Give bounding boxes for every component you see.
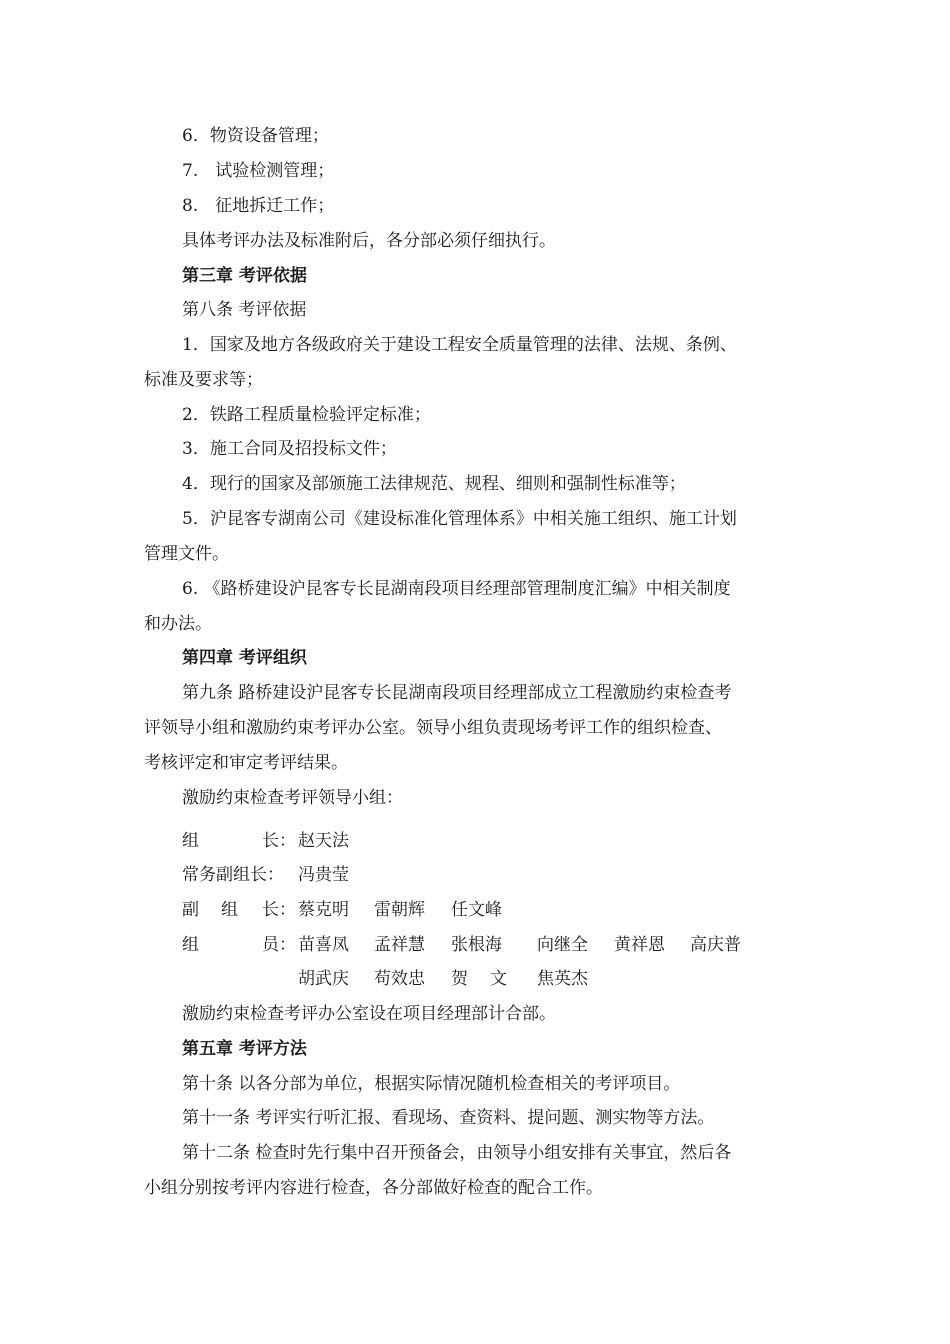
exec-label: 常务副组长： [182,865,284,885]
exec-name: 冯贵莹 [298,865,349,885]
basis-item-5: 5．沪昆客专湖南公司《建设标准化管理体系》中相关施工组织、施工计划 [182,509,737,529]
paragraph-detail: 具体考评办法及标准附后，各分部必须仔细执行。 [182,231,556,251]
basis-item-4: 4．现行的国家及部颁施工法律规范、规程、细则和强制性标准等； [182,474,686,494]
leader-label-a: 组 [182,831,199,851]
member-name: 张根海 [451,935,502,955]
member-name: 高庆普 [690,935,741,955]
article-10: 第十条 以各分部为单位，根据实际情况随机检查相关的考评项目。 [182,1074,681,1094]
leader-label-b: 长： [262,831,296,851]
basis-item-1-cont: 标准及要求等； [144,370,263,390]
member-name: 黄祥恩 [614,935,665,955]
basis-item-1: 1．国家及地方各级政府关于建设工程安全质量管理的法律、法规、条例、 [182,335,737,355]
article-8-title: 第八条 考评依据 [182,300,307,320]
list-item-6: 6．物资设备管理； [182,126,329,146]
article-11: 第十一条 考评实行听汇报、看现场、查资料、提问题、测实物等方法。 [182,1108,715,1128]
office-location: 激励约束检查考评办公室设在项目经理部计合部。 [182,1004,556,1024]
article-12-line-2: 小组分别按考评内容进行检查，各分部做好检查的配合工作。 [144,1178,603,1198]
group-title: 激励约束检查考评领导小组： [182,788,403,808]
member-name: 向继全 [537,935,588,955]
member-name: 焦英杰 [537,969,588,989]
list-item-7: 7. 试验检测管理； [182,161,335,181]
leader-name: 赵天法 [298,831,349,851]
member-name-part: 贺 [451,969,468,989]
deputy-label-c: 长： [262,900,296,920]
member-label-a: 组 [182,935,199,955]
basis-item-2: 2．铁路工程质量检验评定标准； [182,405,431,425]
chapter-3-title: 第三章 考评依据 [182,266,307,286]
member-name: 胡武庆 [298,969,349,989]
deputy-label-a: 副 [182,900,199,920]
article-9-line-1: 第九条 路桥建设沪昆客专长昆湖南段项目经理部成立工程激励约束检查考 [182,683,732,703]
basis-item-6-cont: 和办法。 [144,614,212,634]
chapter-5-title: 第五章 考评方法 [182,1039,307,1059]
article-9-line-2: 评领导小组和激励约束考评办公室。领导小组负责现场考评工作的组织检查、 [144,718,722,738]
article-12-line-1: 第十二条 检查时先行集中召开预备会，由领导小组安排有关事宜，然后各 [182,1143,732,1163]
basis-item-5-cont: 管理文件。 [144,544,229,564]
member-label-b: 员： [262,935,296,955]
deputy-name-1: 蔡克明 [298,900,349,920]
member-name: 孟祥慧 [374,935,425,955]
deputy-name-2: 雷朝辉 [374,900,425,920]
deputy-name-3: 任文峰 [451,900,502,920]
chapter-4-title: 第四章 考评组织 [182,648,307,668]
member-name: 苗喜凤 [298,935,349,955]
article-9-line-3: 考核评定和审定考评结果。 [144,753,348,773]
list-item-8: 8. 征地拆迁工作； [182,196,335,216]
basis-item-6: 6. 《路桥建设沪昆客专长昆湖南段项目经理部管理制度汇编》中相关制度 [182,579,731,599]
member-name: 苟效忠 [374,969,425,989]
member-name-part: 文 [490,969,507,989]
basis-item-3: 3．施工合同及招投标文件； [182,439,397,459]
deputy-label-b: 组 [221,900,238,920]
